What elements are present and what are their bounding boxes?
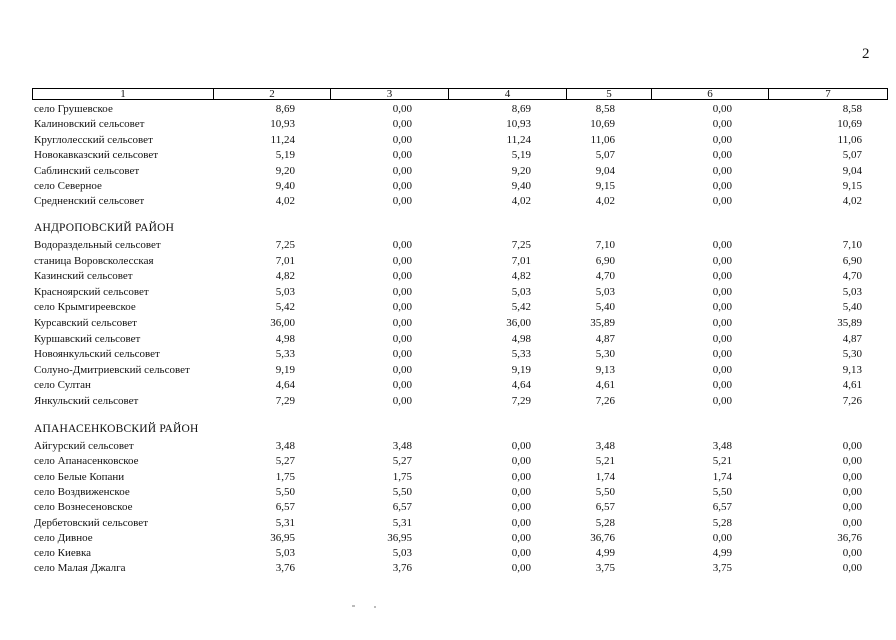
value-cell-col-7: 11,06 bbox=[837, 133, 862, 146]
value-cell-col-7: 9,13 bbox=[842, 363, 862, 376]
value-cell-col-3: 0,00 bbox=[392, 363, 412, 376]
value-cell-col-6: 0,00 bbox=[712, 149, 732, 162]
table-row bbox=[0, 300, 896, 315]
table-row bbox=[0, 238, 896, 253]
row-name-cell: Новокавказский сельсовет bbox=[34, 149, 159, 162]
value-cell-col-6: 0,00 bbox=[712, 239, 732, 251]
value-cell-col-2: 4,02 bbox=[275, 195, 295, 208]
table-row bbox=[0, 454, 896, 469]
value-cell-col-6: 0,00 bbox=[712, 103, 732, 115]
value-cell-col-6: 5,21 bbox=[712, 455, 732, 468]
value-cell-col-3: 6,57 bbox=[392, 501, 412, 514]
value-cell-col-7: 5,03 bbox=[842, 285, 862, 298]
value-cell-col-6: 0,00 bbox=[712, 301, 732, 314]
value-cell-col-4: 7,29 bbox=[511, 395, 531, 407]
value-cell-col-4: 0,00 bbox=[511, 485, 531, 498]
value-cell-col-2: 7,29 bbox=[275, 395, 295, 407]
value-cell-col-4: 0,00 bbox=[511, 455, 531, 468]
value-cell-col-2: 5,31 bbox=[275, 516, 295, 529]
value-cell-col-5: 36,76 bbox=[590, 531, 615, 544]
value-cell-col-7: 4,61 bbox=[842, 379, 862, 392]
value-cell-col-4: 5,42 bbox=[511, 301, 531, 314]
table-row bbox=[0, 439, 896, 454]
value-cell-col-2: 9,19 bbox=[275, 363, 295, 376]
value-cell-col-7: 0,00 bbox=[842, 455, 862, 468]
value-cell-col-3: 0,00 bbox=[392, 149, 412, 162]
value-cell-col-6: 0,00 bbox=[712, 348, 732, 361]
row-name-cell: станица Воровсколесская bbox=[34, 254, 154, 267]
value-cell-col-6: 0,00 bbox=[712, 195, 732, 208]
row-name-cell: село Белые Копани bbox=[34, 470, 125, 483]
value-cell-col-7: 7,26 bbox=[842, 395, 862, 407]
value-cell-col-5: 11,06 bbox=[590, 133, 615, 146]
value-cell-col-3: 0,00 bbox=[392, 301, 412, 314]
table-row bbox=[0, 561, 896, 576]
row-name-cell: село Киевка bbox=[34, 547, 91, 560]
row-name-cell: село Султан bbox=[34, 379, 91, 392]
value-cell-col-7: 5,40 bbox=[842, 301, 862, 314]
value-cell-col-7: 9,04 bbox=[842, 164, 862, 177]
value-cell-col-4: 0,00 bbox=[511, 440, 531, 452]
value-cell-col-5: 9,04 bbox=[595, 164, 615, 177]
value-cell-col-4: 5,19 bbox=[511, 149, 531, 162]
value-cell-col-4: 4,64 bbox=[511, 379, 531, 392]
value-cell-col-4: 7,25 bbox=[511, 239, 531, 251]
value-cell-col-2: 5,03 bbox=[275, 285, 295, 298]
value-cell-col-4: 10,93 bbox=[506, 118, 531, 131]
value-cell-col-4: 0,00 bbox=[511, 562, 531, 575]
value-cell-col-7: 5,07 bbox=[842, 149, 862, 162]
value-cell-col-3: 0,00 bbox=[392, 379, 412, 392]
value-cell-col-2: 9,40 bbox=[275, 180, 295, 192]
value-cell-col-2: 4,82 bbox=[275, 270, 295, 283]
row-name-cell: Водораздельный сельсовет bbox=[34, 239, 161, 251]
row-name-cell: село Малая Джалга bbox=[34, 562, 126, 575]
row-name-cell: Саблинский сельсовет bbox=[34, 164, 140, 177]
header-col-4: 4 bbox=[448, 88, 567, 100]
row-name-cell: Курсавский сельсовет bbox=[34, 317, 137, 329]
value-cell-col-5: 6,90 bbox=[595, 254, 615, 267]
value-cell-col-2: 7,25 bbox=[275, 239, 295, 251]
value-cell-col-3: 0,00 bbox=[392, 270, 412, 283]
scan-speck bbox=[374, 606, 376, 608]
value-cell-col-6: 3,48 bbox=[712, 440, 732, 452]
table-row bbox=[0, 179, 896, 194]
section-title-apanasenkovsky: АПАНАСЕНКОВСКИЙ РАЙОН bbox=[34, 423, 199, 435]
table-row bbox=[0, 148, 896, 163]
value-cell-col-7: 0,00 bbox=[842, 547, 862, 560]
row-name-cell: село Апанасенковское bbox=[34, 455, 139, 468]
value-cell-col-2: 3,48 bbox=[275, 440, 295, 452]
value-cell-col-6: 4,99 bbox=[712, 547, 732, 560]
row-name-cell: село Крымгиреевское bbox=[34, 301, 136, 314]
table-header bbox=[32, 88, 888, 100]
value-cell-col-4: 5,33 bbox=[511, 348, 531, 361]
value-cell-col-6: 1,74 bbox=[712, 470, 732, 483]
table-row bbox=[0, 363, 896, 378]
value-cell-col-4: 8,69 bbox=[511, 103, 531, 115]
header-col-3: 3 bbox=[330, 88, 449, 100]
table-row bbox=[0, 546, 896, 561]
value-cell-col-5: 5,28 bbox=[595, 516, 615, 529]
value-cell-col-5: 5,40 bbox=[595, 301, 615, 314]
value-cell-col-5: 4,99 bbox=[595, 547, 615, 560]
value-cell-col-2: 4,64 bbox=[275, 379, 295, 392]
value-cell-col-6: 0,00 bbox=[712, 133, 732, 146]
value-cell-col-7: 4,87 bbox=[842, 332, 862, 345]
value-cell-col-5: 7,26 bbox=[595, 395, 615, 407]
value-cell-col-5: 4,61 bbox=[595, 379, 615, 392]
value-cell-col-2: 36,95 bbox=[270, 531, 295, 544]
value-cell-col-5: 6,57 bbox=[595, 501, 615, 514]
value-cell-col-4: 9,40 bbox=[511, 180, 531, 192]
value-cell-col-4: 9,20 bbox=[511, 164, 531, 177]
table-row bbox=[0, 500, 896, 515]
value-cell-col-5: 3,48 bbox=[595, 440, 615, 452]
row-name-cell: Айгурский сельсовет bbox=[34, 440, 134, 452]
value-cell-col-6: 0,00 bbox=[712, 285, 732, 298]
value-cell-col-4: 0,00 bbox=[511, 531, 531, 544]
table-row bbox=[0, 485, 896, 500]
value-cell-col-5: 8,58 bbox=[595, 103, 615, 115]
value-cell-col-5: 9,13 bbox=[595, 363, 615, 376]
row-name-cell: Янкульский сельсовет bbox=[34, 395, 139, 407]
row-name-cell: село Северное bbox=[34, 180, 102, 192]
table-row bbox=[0, 394, 896, 409]
row-name-cell: Казинский сельсовет bbox=[34, 270, 133, 283]
value-cell-col-2: 36,00 bbox=[270, 317, 295, 329]
value-cell-col-4: 4,02 bbox=[511, 195, 531, 208]
value-cell-col-3: 0,00 bbox=[392, 285, 412, 298]
value-cell-col-6: 0,00 bbox=[712, 363, 732, 376]
value-cell-col-6: 0,00 bbox=[712, 317, 732, 329]
value-cell-col-3: 5,03 bbox=[392, 547, 412, 560]
value-cell-col-4: 0,00 bbox=[511, 547, 531, 560]
value-cell-col-6: 0,00 bbox=[712, 531, 732, 544]
value-cell-col-5: 3,75 bbox=[595, 562, 615, 575]
row-name-cell: село Грушевское bbox=[34, 103, 113, 115]
value-cell-col-6: 0,00 bbox=[712, 270, 732, 283]
value-cell-col-7: 0,00 bbox=[842, 516, 862, 529]
table-row bbox=[0, 117, 896, 132]
table-row bbox=[0, 516, 896, 531]
value-cell-col-3: 3,76 bbox=[392, 562, 412, 575]
value-cell-col-5: 10,69 bbox=[590, 118, 615, 131]
value-cell-col-7: 0,00 bbox=[842, 501, 862, 514]
row-name-cell: Дербетовский сельсовет bbox=[34, 516, 149, 529]
value-cell-col-3: 36,95 bbox=[387, 531, 412, 544]
value-cell-col-7: 0,00 bbox=[842, 485, 862, 498]
value-cell-col-3: 0,00 bbox=[392, 133, 412, 146]
value-cell-col-6: 0,00 bbox=[712, 332, 732, 345]
row-name-cell: село Дивное bbox=[34, 531, 93, 544]
value-cell-col-3: 0,00 bbox=[392, 118, 412, 131]
table-row bbox=[0, 470, 896, 485]
header-col-2: 2 bbox=[213, 88, 331, 100]
row-name-cell: Средненский сельсовет bbox=[34, 195, 145, 208]
value-cell-col-5: 5,03 bbox=[595, 285, 615, 298]
value-cell-col-5: 5,50 bbox=[595, 485, 615, 498]
value-cell-col-2: 10,93 bbox=[270, 118, 295, 131]
row-name-cell: Солуно-Дмитриевский сельсовет bbox=[34, 363, 190, 376]
value-cell-col-2: 3,76 bbox=[275, 562, 295, 575]
value-cell-col-5: 5,07 bbox=[595, 149, 615, 162]
table-row bbox=[0, 378, 896, 393]
value-cell-col-3: 0,00 bbox=[392, 103, 412, 115]
table-row bbox=[0, 347, 896, 362]
value-cell-col-4: 7,01 bbox=[511, 254, 531, 267]
value-cell-col-7: 10,69 bbox=[837, 118, 862, 131]
table-row bbox=[0, 531, 896, 546]
value-cell-col-3: 0,00 bbox=[392, 317, 412, 329]
value-cell-col-3: 0,00 bbox=[392, 348, 412, 361]
value-cell-col-5: 35,89 bbox=[590, 317, 615, 329]
value-cell-col-2: 4,98 bbox=[275, 332, 295, 345]
value-cell-col-2: 5,33 bbox=[275, 348, 295, 361]
table-row bbox=[0, 285, 896, 300]
table-row bbox=[0, 102, 896, 117]
value-cell-col-7: 4,70 bbox=[842, 270, 862, 283]
value-cell-col-5: 1,74 bbox=[595, 470, 615, 483]
value-cell-col-3: 3,48 bbox=[392, 440, 412, 452]
header-col-6: 6 bbox=[651, 88, 769, 100]
table-row bbox=[0, 332, 896, 347]
value-cell-col-7: 0,00 bbox=[842, 440, 862, 452]
value-cell-col-2: 9,20 bbox=[275, 164, 295, 177]
value-cell-col-2: 5,50 bbox=[275, 485, 295, 498]
row-name-cell: село Вознесеновское bbox=[34, 501, 133, 514]
value-cell-col-6: 3,75 bbox=[712, 562, 732, 575]
scan-speck bbox=[352, 605, 355, 607]
value-cell-col-5: 5,21 bbox=[595, 455, 615, 468]
value-cell-col-3: 1,75 bbox=[392, 470, 412, 483]
header-col-7: 7 bbox=[768, 88, 888, 100]
value-cell-col-6: 0,00 bbox=[712, 254, 732, 267]
value-cell-col-3: 0,00 bbox=[392, 332, 412, 345]
value-cell-col-7: 35,89 bbox=[837, 317, 862, 329]
table-row bbox=[0, 194, 896, 209]
row-name-cell: Круглолесский сельсовет bbox=[34, 133, 153, 146]
value-cell-col-7: 36,76 bbox=[837, 531, 862, 544]
value-cell-col-3: 0,00 bbox=[392, 195, 412, 208]
value-cell-col-2: 5,19 bbox=[275, 149, 295, 162]
row-name-cell: Новоянкульский сельсовет bbox=[34, 348, 160, 361]
value-cell-col-7: 7,10 bbox=[842, 239, 862, 251]
value-cell-col-6: 0,00 bbox=[712, 180, 732, 192]
value-cell-col-6: 5,28 bbox=[712, 516, 732, 529]
row-name-cell: Куршавский сельсовет bbox=[34, 332, 141, 345]
row-name-cell: село Воздвиженское bbox=[34, 485, 130, 498]
header-col-1: 1 bbox=[32, 88, 214, 100]
value-cell-col-5: 7,10 bbox=[595, 239, 615, 251]
value-cell-col-4: 9,19 bbox=[511, 363, 531, 376]
value-cell-col-5: 4,70 bbox=[595, 270, 615, 283]
value-cell-col-4: 4,82 bbox=[511, 270, 531, 283]
value-cell-col-4: 11,24 bbox=[506, 133, 531, 146]
value-cell-col-6: 0,00 bbox=[712, 379, 732, 392]
value-cell-col-3: 0,00 bbox=[392, 254, 412, 267]
row-name-cell: Калиновский сельсовет bbox=[34, 118, 145, 131]
value-cell-col-3: 5,50 bbox=[392, 485, 412, 498]
value-cell-col-2: 7,01 bbox=[275, 254, 295, 267]
value-cell-col-2: 6,57 bbox=[275, 501, 295, 514]
value-cell-col-6: 0,00 bbox=[712, 164, 732, 177]
value-cell-col-6: 0,00 bbox=[712, 118, 732, 131]
value-cell-col-3: 0,00 bbox=[392, 395, 412, 407]
value-cell-col-4: 5,03 bbox=[511, 285, 531, 298]
value-cell-col-2: 5,27 bbox=[275, 455, 295, 468]
value-cell-col-4: 36,00 bbox=[506, 317, 531, 329]
value-cell-col-5: 4,87 bbox=[595, 332, 615, 345]
value-cell-col-5: 4,02 bbox=[595, 195, 615, 208]
value-cell-col-2: 8,69 bbox=[275, 103, 295, 115]
value-cell-col-2: 5,03 bbox=[275, 547, 295, 560]
value-cell-col-3: 5,31 bbox=[392, 516, 412, 529]
value-cell-col-4: 0,00 bbox=[511, 501, 531, 514]
value-cell-col-2: 5,42 bbox=[275, 301, 295, 314]
value-cell-col-7: 4,02 bbox=[842, 195, 862, 208]
table-row bbox=[0, 133, 896, 148]
value-cell-col-6: 5,50 bbox=[712, 485, 732, 498]
table-row bbox=[0, 269, 896, 284]
header-col-5: 5 bbox=[566, 88, 652, 100]
value-cell-col-6: 0,00 bbox=[712, 395, 732, 407]
value-cell-col-2: 11,24 bbox=[270, 133, 295, 146]
value-cell-col-3: 0,00 bbox=[392, 180, 412, 192]
table-row bbox=[0, 164, 896, 179]
table-row bbox=[0, 254, 896, 269]
value-cell-col-3: 5,27 bbox=[392, 455, 412, 468]
value-cell-col-6: 6,57 bbox=[712, 501, 732, 514]
value-cell-col-3: 0,00 bbox=[392, 239, 412, 251]
table-row bbox=[0, 316, 896, 331]
value-cell-col-4: 0,00 bbox=[511, 470, 531, 483]
value-cell-col-7: 5,30 bbox=[842, 348, 862, 361]
value-cell-col-2: 1,75 bbox=[275, 470, 295, 483]
value-cell-col-7: 6,90 bbox=[842, 254, 862, 267]
row-name-cell: Красноярский сельсовет bbox=[34, 285, 149, 298]
value-cell-col-7: 9,15 bbox=[842, 180, 862, 192]
section-title-andropovsky: АНДРОПОВСКИЙ РАЙОН bbox=[34, 222, 175, 234]
value-cell-col-5: 9,15 bbox=[595, 180, 615, 192]
page-number: 2 bbox=[862, 46, 870, 62]
value-cell-col-7: 0,00 bbox=[842, 470, 862, 483]
value-cell-col-4: 4,98 bbox=[511, 332, 531, 345]
value-cell-col-3: 0,00 bbox=[392, 164, 412, 177]
value-cell-col-5: 5,30 bbox=[595, 348, 615, 361]
value-cell-col-7: 8,58 bbox=[842, 103, 862, 115]
value-cell-col-4: 0,00 bbox=[511, 516, 531, 529]
value-cell-col-7: 0,00 bbox=[842, 562, 862, 575]
